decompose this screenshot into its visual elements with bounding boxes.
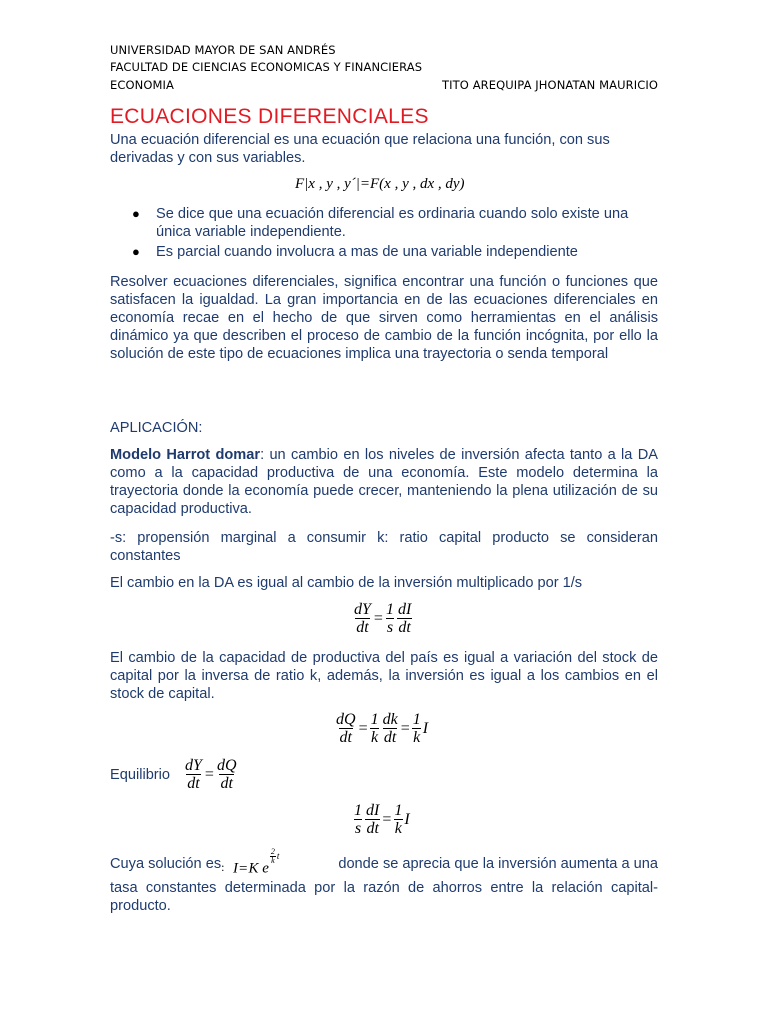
- header-author: TITO AREQUIPA JHONATAN MAURICIO: [442, 78, 658, 92]
- capacidad-paragraph: El cambio de la capacidad de productiva del país es igual a variación del stock de capital por la inversa de ratio k, además, la inversión es igual a los cambios en el stock de capital.: [110, 650, 658, 702]
- bullet-item: [110, 243, 658, 261]
- general-equation: F|x , y , y´|=F(x , y , dx , dy): [295, 176, 465, 192]
- solucion-paragraph: tasa constantes determinada por la razón de ahorros entre la relación capital-producto.: [110, 880, 658, 914]
- equation-solution: I=K e $^{\frac{2}{k} t}$: [233, 847, 280, 877]
- header-career: ECONOMIA: [110, 78, 174, 92]
- model-name: Modelo Harrot domar: [110, 447, 261, 463]
- bullet-text: Se dice que una ecuación diferencial es ordinaria cuando solo existe una única variable independiente.: [156, 206, 629, 240]
- document-title: ECUACIONES DIFERENCIALES: [110, 105, 429, 128]
- model-text: : un cambio en los niveles de inversión afecta tanto a la DA como a la capacidad productiva de una economía. Este modelo determina la trayectoria donde la economía puede crecer, manteniendo la plena utilización de su capacidad productiva.: [110, 447, 658, 517]
- parameters-paragraph: -s: propensión marginal a consumir k: ratio capital producto se consideran constantes: [110, 530, 658, 564]
- intro-paragraph: Una ecuación diferencial es una ecuación que relaciona una función, con sus derivadas y con sus variables.: [110, 132, 610, 166]
- bullet-icon: ●: [132, 206, 140, 221]
- header-university: UNIVERSIDAD MAYOR DE SAN ANDRÉS: [110, 43, 336, 57]
- model-paragraph: [110, 446, 658, 518]
- bullet-icon: ●: [132, 244, 140, 259]
- da-paragraph: El cambio en la DA es igual al cambio de la inversión multiplicado por 1/s: [110, 575, 583, 591]
- equation-da: $\frac{dY}{dt}$ = $\frac{1}{s}$ $\frac{dI}{dt}$: [354, 601, 412, 636]
- equation-capacity: $\frac{dQ}{dt}$ = $\frac{1}{k}$ $\frac{dk}{dt}$ = $\frac{1}{k}$ I: [336, 711, 429, 746]
- header-faculty: FACULTAD DE CIENCIAS ECONOMICAS Y FINANCIERAS: [110, 60, 423, 74]
- bullet-text: Es parcial cuando involucra a mas de una variable independiente: [156, 244, 578, 260]
- solucion-pre: Cuya solución $es_:$: [110, 856, 225, 874]
- equation-investment: $\frac{1}{s}$ $\frac{dI}{dt}$ = $\frac{1}{k}$ I: [354, 802, 410, 837]
- aplicacion-heading: APLICACIÓN:: [110, 420, 203, 436]
- resolver-paragraph: Resolver ecuaciones diferenciales, significa encontrar una función o funciones que satisfacen la igualdad. La gran importancia en de las ecuaciones diferenciales en economía recae en el hecho de que sirven como herramientas en el análisis dinámico ya que describen el proceso de cambio de la función incógnita, por ello la solución de este tipo de ecuaciones implica una trayectoria o senda temporal: [110, 274, 658, 362]
- equilibrio-label: Equilibrio: [110, 767, 171, 783]
- bullet-list: [110, 205, 658, 263]
- equation-equilibrium: $\frac{dY}{dt}$ = $\frac{dQ}{dt}$: [185, 757, 237, 792]
- solucion-post: donde se aprecia que la inversión aumenta a una: [338, 856, 658, 872]
- bullet-item: [110, 205, 658, 241]
